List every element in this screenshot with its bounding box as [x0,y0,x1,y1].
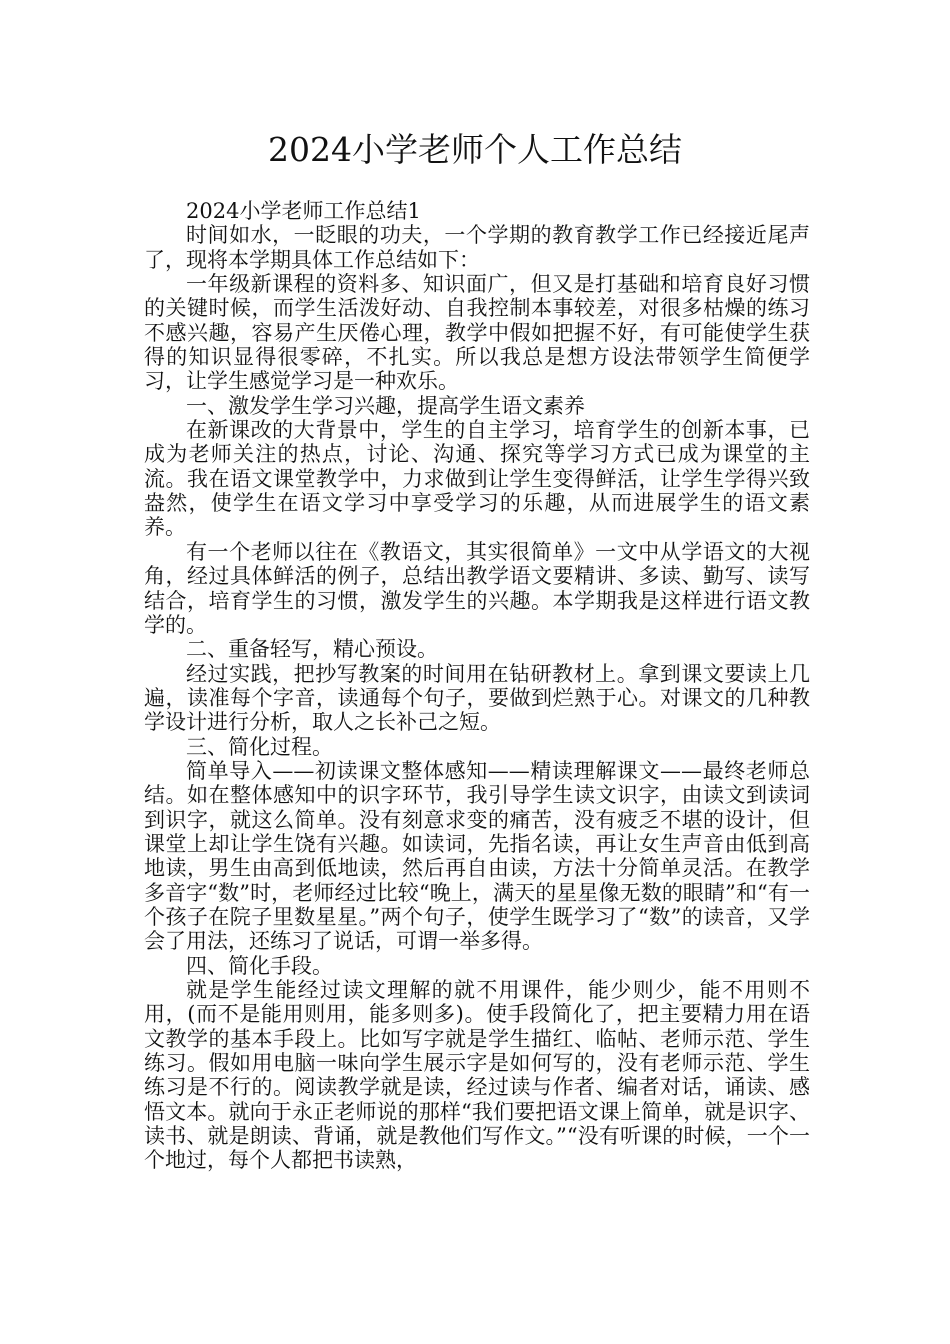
paragraph-intro: 时间如水，一眨眼的功夫，一个学期的教育教学工作已经接近尾声了，现将本学期具体工作总结如下： [144,223,810,272]
subheading-preparation: 二、重备轻写，精心预设。 [186,637,438,662]
document-body [144,199,810,1173]
paragraph-means: 就是学生能经过读文理解的就不用课件，能少则少，能不用则不用，(而不是能用则用，能多则多)。使手段简化了，把主要精力用在语文教学的基本手段上。比如写字就是学生描红、临帖、老师示范、学生练习。假如用电脑一味向学生展示字是如何写的，没有老师示范、学生练习是不行的。阅读教学就是读，经过读与作者、编者对话，诵读、感悟文本。就向于永正老师说的那样“我们要把语文课上简单，就是识字、读书、就是朗读、背诵，就是教他们写作文。”“没有听课的时候，一个一个地过，每个人都把书读熟， [144,978,810,1173]
document-title: 2024小学老师个人工作总结 [268,130,682,169]
paragraph-new-curriculum: 在新课改的大背景中，学生的自主学习，培育学生的创新本事，已成为老师关注的热点，讨论、沟通、探究等学习方式已成为课堂的主流。我在语文课堂教学中，力求做到让学生变得鲜活，让学生学得兴致盎然，使学生在语文学习中享受学习的乐趣，从而进展学生的语文素养。 [144,418,810,540]
paragraph-practice: 经过实践，把抄写教案的时间用在钻研教材上。拿到课文要读上几遍，读准每个字音，读通每个句子，要做到烂熟于心。对课文的几种教学设计进行分析，取人之长补己之短。 [144,661,810,735]
subheading-interest: 一、激发学生学习兴趣，提高学生语文素养 [186,393,585,418]
subheading-simplify-means: 四、简化手段。 [186,953,333,978]
paragraph-teaching-chinese: 有一个老师以往在《教语文，其实很简单》一文中从学语文的大视角，经过具体鲜活的例子，总结出教学语文要精讲、多读、勤写、读写结合，培育学生的习惯，激发学生的兴趣。本学期我是这样进行语文教学的。 [144,539,810,637]
paragraph-simple-intro: 简单导入——初读课文整体感知——精读理解课文——最终老师总结。如在整体感知中的识字环节，我引导学生读文识字，由读文到读词到识字，就这么简单。没有刻意求变的痛苦，没有疲乏不堪的设计，但课堂上却让学生饶有兴趣。如读词，先指名读，再让女生声音由低到高地读，男生由高到低地读，然后再自由读，方法十分简单灵活。在教学多音字“数”时，老师经过比较“晚上，满天的星星像无数的眼睛”和“有一个孩子在院子里数星星。”两个句子，使学生既学习了“数”的读音，又学会了用法，还练习了说话，可谓一举多得。 [144,758,810,954]
paragraph-grade-one: 一年级新课程的资料多、知识面广，但又是打基础和培育良好习惯的关键时候，而学生活泼好动、自我控制本事较差，对很多枯燥的练习不感兴趣，容易产生厌倦心理，教学中假如把握不好，有可能使学生获得的知识显得很零碎，不扎实。所以我总是想方设法带领学生简便学习，让学生感觉学习是一种欢乐。 [144,272,810,394]
section-heading-1: 2024小学老师工作总结1 [186,199,421,223]
subheading-simplify-process: 三、简化过程。 [186,734,333,759]
